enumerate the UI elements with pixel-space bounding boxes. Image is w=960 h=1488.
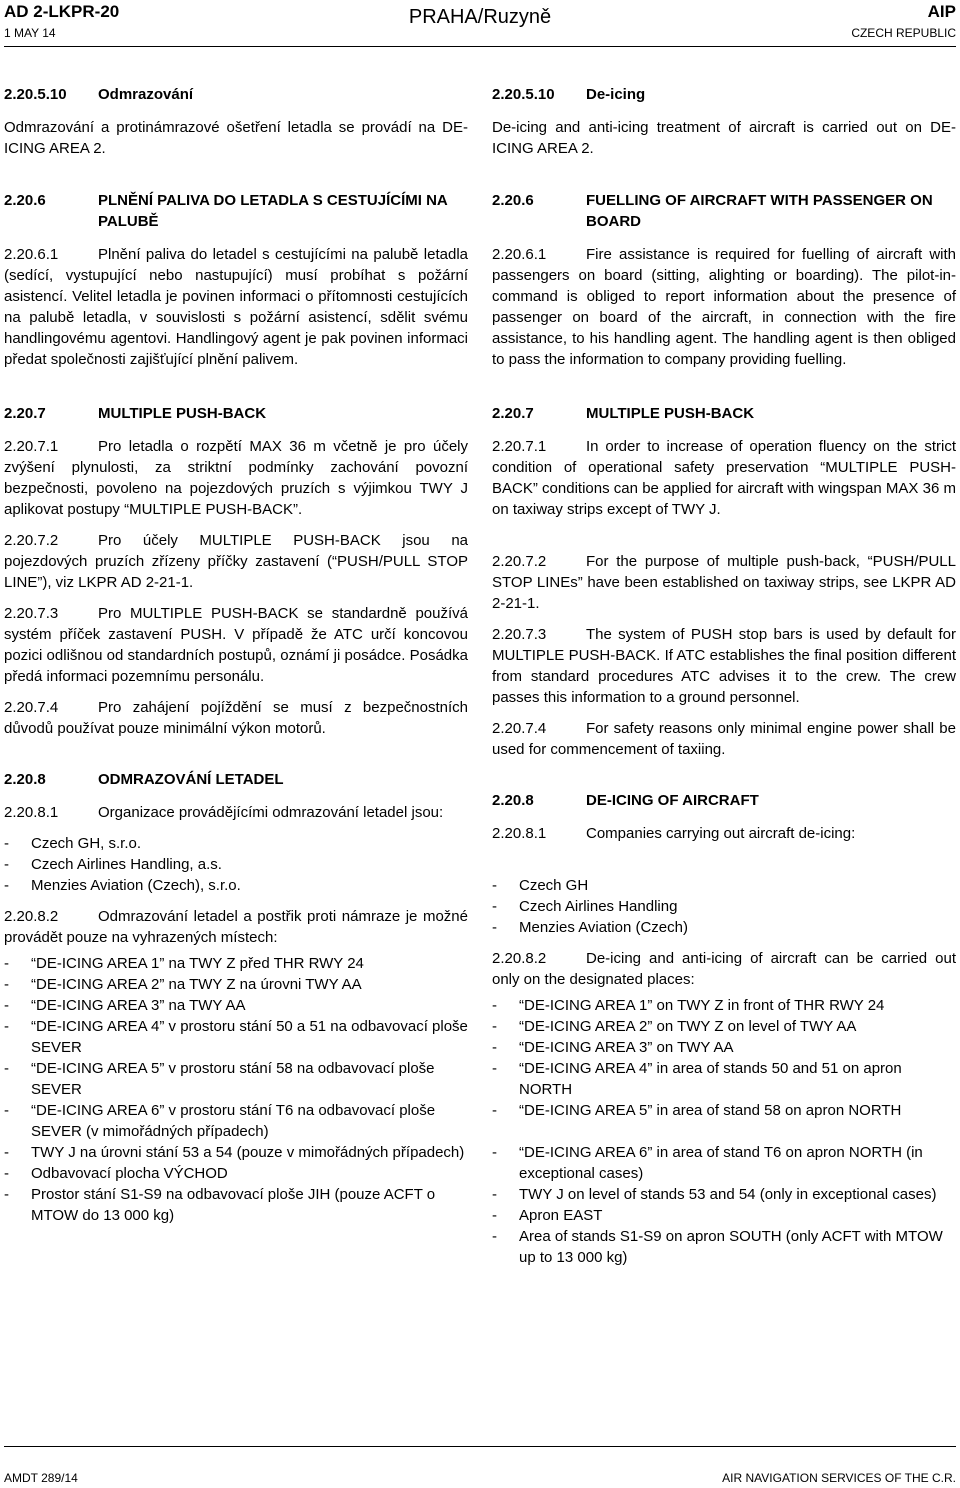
paragraph-number: 2.20.7.3 xyxy=(492,626,547,643)
list-item: - TWY J on level of stands 53 and 54 (only in exceptional cases) xyxy=(492,1184,956,1205)
paragraph-en-2-20-7-3 xyxy=(492,624,956,708)
section-title: MULTIPLE PUSH-BACK xyxy=(98,405,267,422)
section-number: 2.20.8 xyxy=(4,771,46,788)
paragraph-text: Fire assistance is required for fuelling of aircraft with passengers on board (sitting, alighting or boarding). The pilot-in-command is obliged to report information about the presence of passenger on board of the aircraft, in connection with the fire assistance, to his handling agent. The handling agent is then obliged to pass the information to company providing fuelling. xyxy=(492,246,956,368)
paragraph-en-2-20-8-1 xyxy=(492,823,956,844)
heading-cz-2-20-5-10 xyxy=(4,84,468,105)
czech-column xyxy=(4,58,468,1226)
paragraph-text: Pro účely MULTIPLE PUSH-BACK jsou na pojezdových pruzích zřízeny příčky zastavení (“PUSH/PULL STOP LINE”), viz LKPR AD 2-21-1. xyxy=(4,532,468,591)
paragraph-text: The system of PUSH stop bars is used by default for MULTIPLE PUSH-BACK. If ATC establishes the final position different from standard procedures ATC advises it to the crew. The crew passes this information to a ground personnel. xyxy=(492,626,956,706)
list-item: - Czech Airlines Handling xyxy=(492,896,956,917)
paragraph-en-2-20-7-4 xyxy=(492,718,956,760)
section-number: 2.20.6 xyxy=(4,192,46,209)
list-item: - Czech GH, s.r.o. xyxy=(4,833,468,854)
paragraph-text: For the purpose of multiple push-back, “PUSH/PULL STOP LINEs” have been established on taxiway strips, see LKPR AD 2-21-1. xyxy=(492,553,956,612)
heading-en-2-20-5-10 xyxy=(492,84,956,105)
paragraph-en-2-20-5-10: De-icing and anti-icing treatment of aircraft is carried out on DE-ICING AREA 2. xyxy=(492,119,956,157)
publisher: AIR NAVIGATION SERVICES OF THE C.R. xyxy=(722,1471,956,1485)
header-divider xyxy=(4,46,956,47)
list-item: - “DE-ICING AREA 1” on TWY Z in front of THR RWY 24 xyxy=(492,995,956,1016)
footer-divider xyxy=(4,1446,956,1447)
paragraph-text: De-icing and anti-icing of aircraft can be carried out only on the designated places: xyxy=(492,950,956,988)
heading-cz-2-20-8 xyxy=(4,769,468,790)
section-number: 2.20.7 xyxy=(492,405,534,422)
section-title: FUELLING OF AIRCRAFT WITH PASSENGER ON BOARD xyxy=(586,192,933,230)
section-number: 2.20.7 xyxy=(4,405,46,422)
page-footer xyxy=(4,1446,956,1486)
section-number: 2.20.5.10 xyxy=(492,86,555,103)
paragraph-number: 2.20.7.4 xyxy=(4,699,59,716)
list-item: - “DE-ICING AREA 6” in area of stand T6 on apron NORTH (in exceptional cases) xyxy=(492,1142,956,1184)
paragraph-cz-2-20-6-1 xyxy=(4,244,468,370)
list-item: - “DE-ICING AREA 4” in area of stands 50 and 51 on apron NORTH xyxy=(492,1058,956,1100)
paragraph-cz-2-20-7-3 xyxy=(4,603,468,687)
list-item: - “DE-ICING AREA 2” on TWY Z on level of TWY AA xyxy=(492,1016,956,1037)
list-cz-deicing-places xyxy=(4,953,468,1226)
paragraph-number: 2.20.7.3 xyxy=(4,605,59,622)
list-item: - Area of stands S1-S9 on apron SOUTH (only ACFT with MTOW up to 13 000 kg) xyxy=(492,1226,956,1268)
list-item: - TWY J na úrovni stání 53 a 54 (pouze v mimořádných případech) xyxy=(4,1142,468,1163)
paragraph-cz-2-20-8-1 xyxy=(4,802,468,823)
list-item: - “DE-ICING AREA 3” on TWY AA xyxy=(492,1037,956,1058)
section-title: PLNĚNÍ PALIVA DO LETADLA S CESTUJÍCÍMI NA PALUBĚ xyxy=(98,192,448,230)
list-item: - Menzies Aviation (Czech) xyxy=(492,917,956,938)
list-item: - “DE-ICING AREA 6” v prostoru stání T6 na odbavovací ploše SEVER (v mimořádných případech) xyxy=(4,1100,468,1142)
section-title: MULTIPLE PUSH-BACK xyxy=(586,405,755,422)
paragraph-en-2-20-7-1 xyxy=(492,436,956,520)
list-item: - “DE-ICING AREA 5” v prostoru stání 58 na odbavovací ploše SEVER xyxy=(4,1058,468,1100)
paragraph-number: 2.20.7.1 xyxy=(4,438,59,455)
list-item: - “DE-ICING AREA 3” na TWY AA xyxy=(4,995,468,1016)
list-item: - “DE-ICING AREA 2” na TWY Z na úrovni TWY AA xyxy=(4,974,468,995)
paragraph-en-2-20-7-2 xyxy=(492,551,956,614)
amendment-number: AMDT 289/14 xyxy=(4,1471,78,1485)
heading-en-2-20-6 xyxy=(492,190,956,232)
list-item: - “DE-ICING AREA 1” na TWY Z před THR RWY 24 xyxy=(4,953,468,974)
paragraph-cz-2-20-7-4 xyxy=(4,697,468,739)
paragraph-text: Pro zahájení pojíždění se musí z bezpečnostních důvodů používat pouze minimální výkon motorů. xyxy=(4,699,468,737)
paragraph-text: Pro MULTIPLE PUSH-BACK se standardně používá systém příček zastavení PUSH. V případě že ATC určí koncovou pozici odlišnou od standardních postupů, oznámí ji posádce. Posádka předá informaci pozemnímu personálu. xyxy=(4,605,468,685)
list-en-deicing-companies xyxy=(492,875,956,938)
country: CZECH REPUBLIC xyxy=(851,26,956,40)
list-item: - Prostor stání S1-S9 na odbavovací ploše JIH (pouze ACFT o MTOW do 13 000 kg) xyxy=(4,1184,468,1226)
section-number: 2.20.5.10 xyxy=(4,86,67,103)
aerodrome-name: PRAHA/Ruzyně xyxy=(408,6,552,28)
publication-name: AIP xyxy=(927,2,956,21)
section-title: DE-ICING OF AIRCRAFT xyxy=(586,792,759,809)
paragraph-number: 2.20.6.1 xyxy=(492,246,547,263)
list-cz-deicing-companies xyxy=(4,833,468,896)
heading-en-2-20-8 xyxy=(492,790,956,811)
paragraph-cz-2-20-7-1 xyxy=(4,436,468,520)
section-title: Odmrazování xyxy=(98,86,194,103)
heading-cz-2-20-7 xyxy=(4,403,468,424)
list-item: - Czech Airlines Handling, a.s. xyxy=(4,854,468,875)
paragraph-number: 2.20.7.2 xyxy=(492,553,547,570)
paragraph-cz-2-20-7-2 xyxy=(4,530,468,593)
list-item: - Czech GH xyxy=(492,875,956,896)
list-item: - Odbavovací plocha VÝCHOD xyxy=(4,1163,468,1184)
page-header xyxy=(4,2,956,46)
list-item: - Menzies Aviation (Czech), s.r.o. xyxy=(4,875,468,896)
paragraph-number: 2.20.6.1 xyxy=(4,246,59,263)
list-en-deicing-places xyxy=(492,995,956,1268)
paragraph-number: 2.20.7.4 xyxy=(492,720,547,737)
paragraph-text: In order to increase of operation fluency on the strict condition of operational safety preservation “MULTIPLE PUSH-BACK” conditions can be applied for aircraft with wingspan MAX 36 m on taxiway strips except of TWY J. xyxy=(492,438,956,518)
heading-en-2-20-7 xyxy=(492,403,956,424)
paragraph-en-2-20-6-1 xyxy=(492,244,956,370)
effective-date: 1 MAY 14 xyxy=(4,26,56,40)
paragraph-text: Organizace provádějícími odmrazování letadel jsou: xyxy=(98,804,444,821)
list-item: - Apron EAST xyxy=(492,1205,956,1226)
paragraph-en-2-20-8-2 xyxy=(492,948,956,990)
paragraph-text: Pro letadla o rozpětí MAX 36 m včetně je pro účely zvýšení plynulosti, za striktní podmínky zachování povozní bezpečnosti, povoleno na pojezdových pruzích s výjimkou TWY J aplikovat postupy “MULTIPLE PUSH-BACK”. xyxy=(4,438,468,518)
paragraph-number: 2.20.7.2 xyxy=(4,532,59,549)
paragraph-number: 2.20.8.1 xyxy=(4,804,59,821)
paragraph-text: Companies carrying out aircraft de-icing: xyxy=(586,825,856,842)
paragraph-number: 2.20.8.2 xyxy=(4,908,59,925)
section-number: 2.20.6 xyxy=(492,192,534,209)
paragraph-text: Plnění paliva do letadel s cestujícími na palubě letadla (sedící, vystupující nebo nastupující) musí probíhat s požární asistencí. Velitel letadla je povinen informaci o přítomnosti cestujících na palubě letadla, v souvislosti s požární asistencí, sdělit svému handlingovému agentovi. Handlingový agent je pak povinen informaci předat společnosti zajišťující plnění palivem. xyxy=(4,246,468,368)
section-title: ODMRAZOVÁNÍ LETADEL xyxy=(98,771,284,788)
section-title: De-icing xyxy=(586,86,646,103)
paragraph-number: 2.20.8.2 xyxy=(492,950,547,967)
paragraph-cz-2-20-5-10: Odmrazování a protinámrazové ošetření letadla se provádí na DE-ICING AREA 2. xyxy=(4,119,468,157)
heading-cz-2-20-6 xyxy=(4,190,468,232)
list-item: - “DE-ICING AREA 5” in area of stand 58 on apron NORTH xyxy=(492,1100,956,1121)
paragraph-number: 2.20.7.1 xyxy=(492,438,547,455)
paragraph-text: Odmrazování letadel a postřik proti námraze je možné provádět pouze na vyhrazených místech: xyxy=(4,908,468,946)
paragraph-number: 2.20.8.1 xyxy=(492,825,547,842)
paragraph-text: For safety reasons only minimal engine power shall be used for commencement of taxiing. xyxy=(492,720,956,758)
section-number: 2.20.8 xyxy=(492,792,534,809)
list-item: - “DE-ICING AREA 4” v prostoru stání 50 a 51 na odbavovací ploše SEVER xyxy=(4,1016,468,1058)
english-column xyxy=(492,58,956,1268)
document-id: AD 2-LKPR-20 xyxy=(4,2,120,21)
paragraph-cz-2-20-8-2 xyxy=(4,906,468,948)
